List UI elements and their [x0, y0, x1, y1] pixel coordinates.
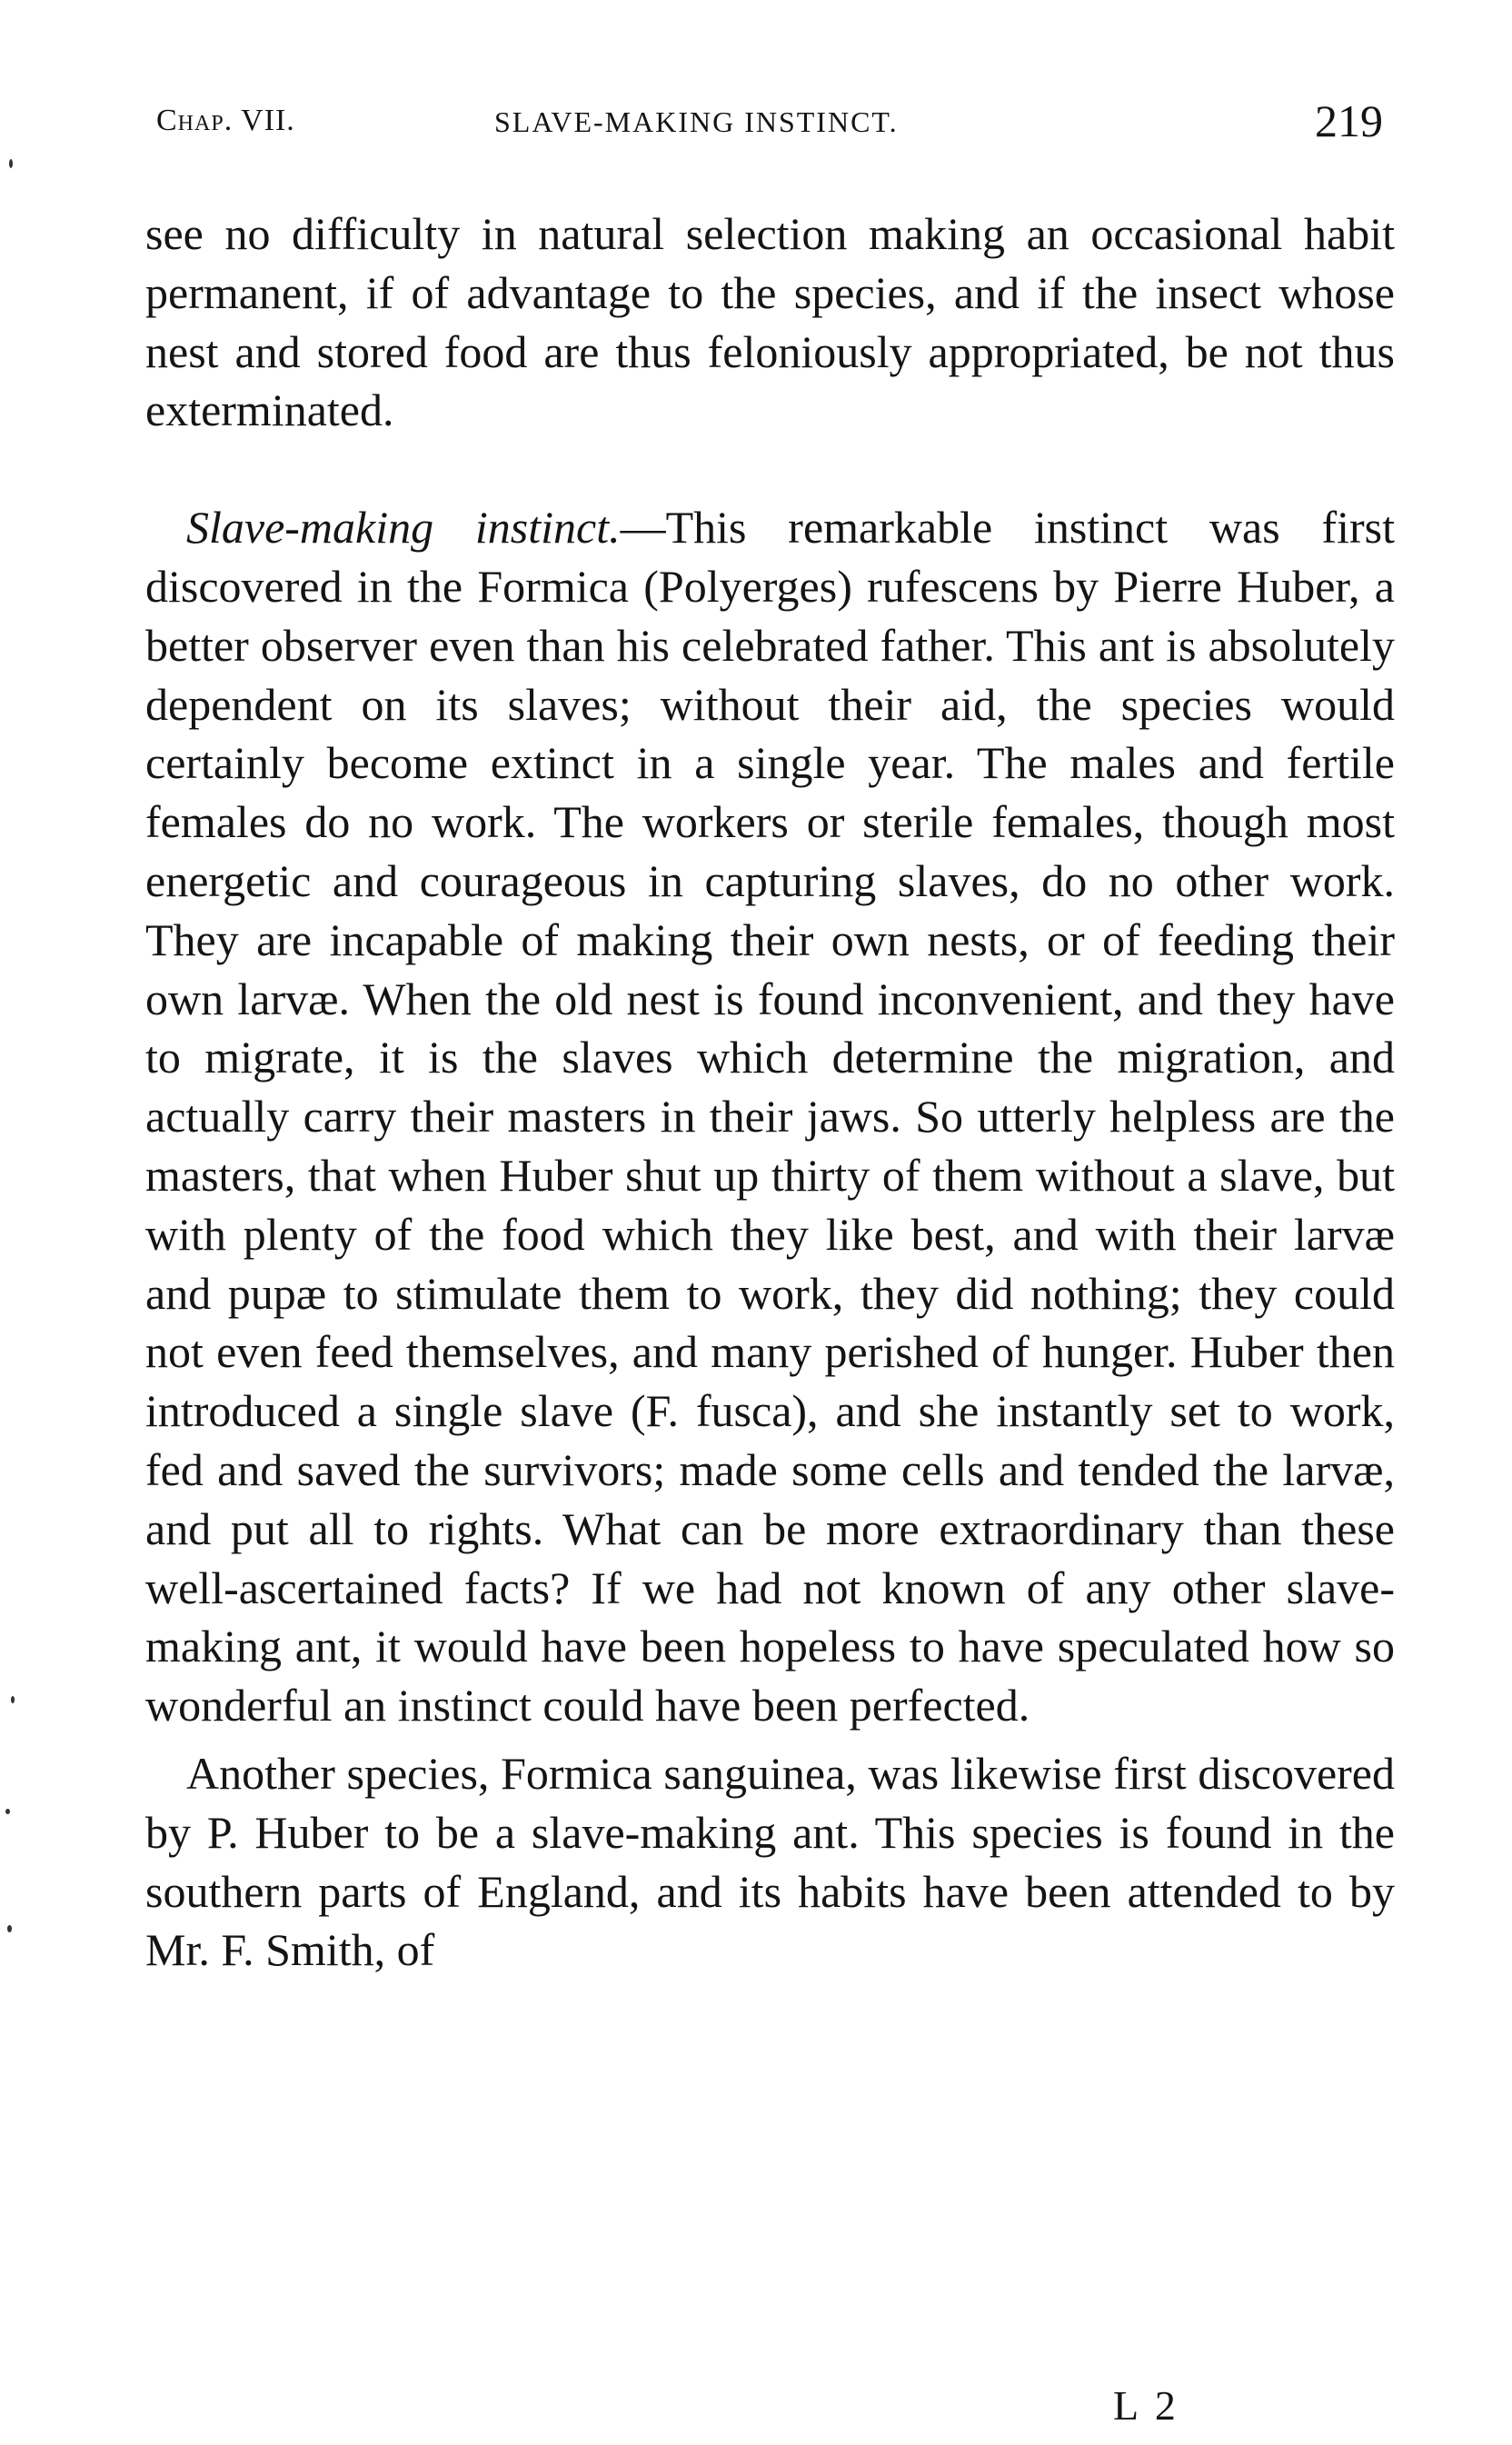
paragraph-slave-making-instinct	[145, 498, 1395, 1735]
margin-speck	[11, 1696, 15, 1703]
section-heading: Slave-making instinct.	[186, 502, 621, 554]
running-header	[156, 91, 1383, 155]
signature-mark: L 2	[1113, 2382, 1179, 2429]
margin-speck	[5, 1809, 10, 1814]
paragraph-continued: see no difficulty in natural selection making an occasional habit permanent, if of advantage to the species, and if the insect whose nest and stored food are thus feloniously appropriated, be not thus exterminated.	[145, 208, 1395, 436]
page-number: 219	[1315, 95, 1383, 146]
chapter-label: Chap. VII.	[156, 104, 295, 137]
running-title: SLAVE-MAKING INSTINCT.	[494, 105, 899, 138]
margin-speck	[9, 159, 13, 168]
margin-speck	[7, 1925, 12, 1932]
paragraph-body: —This remarkable instinct was first discovered in the Formica (Polyerges) rufescens by Pierre Huber, a better observer even than his celebrated father. This ant is absolutely dependent on its slaves; without their aid, the species would certainly become extinct in a single year. The males and fertile females do no work. The workers or sterile females, though most energetic and courageous in capturing slaves, do no other work. They are incapable of making their own nests, or of feeding their own larvæ. When the old nest is found inconvenient, and they have to migrate, it is the slaves which determine the migration, and actually carry their masters in their jaws. So utterly helpless are the masters, that when Huber shut up thirty of them without a slave, but with plenty of the food which they like best, and with their larvæ and pupæ to stimulate them to work, they did nothing; they could not even feed themselves, and many perished of hunger. Huber then introduced a single slave (F. fusca), and she instantly set to work, fed and saved the survivors; made some cells and tended the larvæ, and put all to rights. What can be more extraordinary than these well-ascertained facts? If we had not known of any other slave-making ant, it would have been hopeless to have speculated how so wonderful an instinct could have been perfected.	[145, 502, 1396, 1731]
body-text	[145, 205, 1395, 1980]
paragraph-formica-sanguinea: Another species, Formica sanguinea, was likewise first discovered by P. Huber to be a slave-making ant. This species is found in the southern parts of England, and its habits have been attended to by Mr. F. Smith, of	[145, 1747, 1395, 1976]
